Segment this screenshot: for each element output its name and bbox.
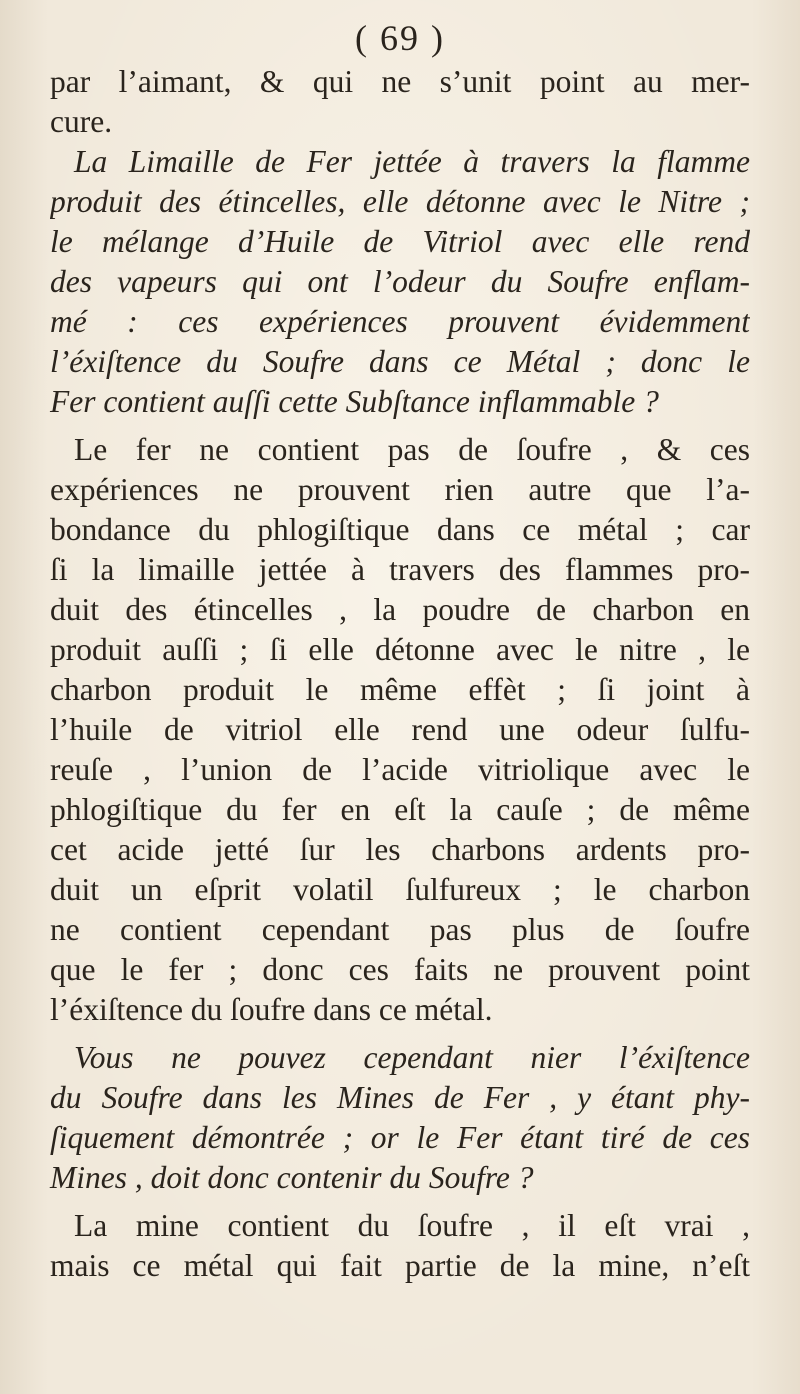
text-line: du Soufre dans les Mines de Fer , y étant phy- bbox=[50, 1080, 750, 1115]
text-line: reuſe , l’union de l’acide vitriolique avec le bbox=[50, 752, 750, 787]
text-line: Fer contient auſſi cette Subſtance inflammable ? bbox=[50, 384, 659, 419]
text-line: phlogiſtique du fer en eſt la cauſe ; de même bbox=[50, 792, 750, 827]
paragraph-question bbox=[50, 1038, 750, 1198]
text-line: l’éxiſtence du ſoufre dans ce métal. bbox=[50, 992, 493, 1027]
paragraph-answer bbox=[50, 430, 750, 1030]
text-line: duit un eſprit volatil ſulfureux ; le charbon bbox=[50, 872, 750, 907]
paragraph-question bbox=[50, 142, 750, 422]
paragraph-gap bbox=[50, 1198, 750, 1206]
paragraph-gap bbox=[50, 422, 750, 430]
page-text bbox=[50, 62, 750, 1286]
text-line: duit des étincelles , la poudre de charbon en bbox=[50, 592, 750, 627]
text-line: ne contient cependant pas plus de ſoufre bbox=[50, 912, 750, 947]
text-line: le mélange d’Huile de Vitriol avec elle rend bbox=[50, 224, 750, 259]
text-line: expériences ne prouvent rien autre que l’a- bbox=[50, 472, 750, 507]
paragraph-answer bbox=[50, 1206, 750, 1286]
text-line: mais ce métal qui fait partie de la mine, n’eſt bbox=[50, 1248, 750, 1283]
paragraph-gap bbox=[50, 1030, 750, 1038]
text-line: ſiquement démontrée ; or le Fer étant tiré de ces bbox=[50, 1120, 750, 1155]
text-line: cet acide jetté ſur les charbons ardents pro- bbox=[50, 832, 750, 867]
text-line: l’éxiſtence du Soufre dans ce Métal ; donc le bbox=[50, 344, 750, 379]
text-line: produit des étincelles, elle détonne avec le Nitre ; bbox=[50, 184, 750, 219]
text-line: bondance du phlogiſtique dans ce métal ; car bbox=[50, 512, 750, 547]
text-line: cure. bbox=[50, 104, 113, 139]
text-line: l’huile de vitriol elle rend une odeur ſulfu- bbox=[50, 712, 750, 747]
text-line: mé : ces expériences prouvent évidemment bbox=[50, 304, 750, 339]
text-line: que le fer ; donc ces faits ne prouvent point bbox=[50, 952, 750, 987]
text-line: produit auſſi ; ſi elle détonne avec le nitre , le bbox=[50, 632, 750, 667]
page-number: ( 69 ) bbox=[355, 18, 445, 58]
paragraph bbox=[50, 62, 750, 142]
text-line: La mine contient du ſoufre , il eſt vrai , bbox=[74, 1208, 750, 1243]
text-line: ſi la limaille jettée à travers des flammes pro- bbox=[50, 552, 750, 587]
text-line: par l’aimant, & qui ne s’unit point au mer- bbox=[50, 64, 750, 99]
text-line: des vapeurs qui ont l’odeur du Soufre enflam- bbox=[50, 264, 750, 299]
text-line: Le fer ne contient pas de ſoufre , & ces bbox=[74, 432, 750, 467]
text-line: Vous ne pouvez cependant nier l’éxiſtence bbox=[74, 1040, 750, 1075]
text-line: La Limaille de Fer jettée à travers la flamme bbox=[74, 144, 750, 179]
text-line: charbon produit le même effèt ; ſi joint à bbox=[50, 672, 750, 707]
text-line: Mines , doit donc contenir du Soufre ? bbox=[50, 1160, 534, 1195]
